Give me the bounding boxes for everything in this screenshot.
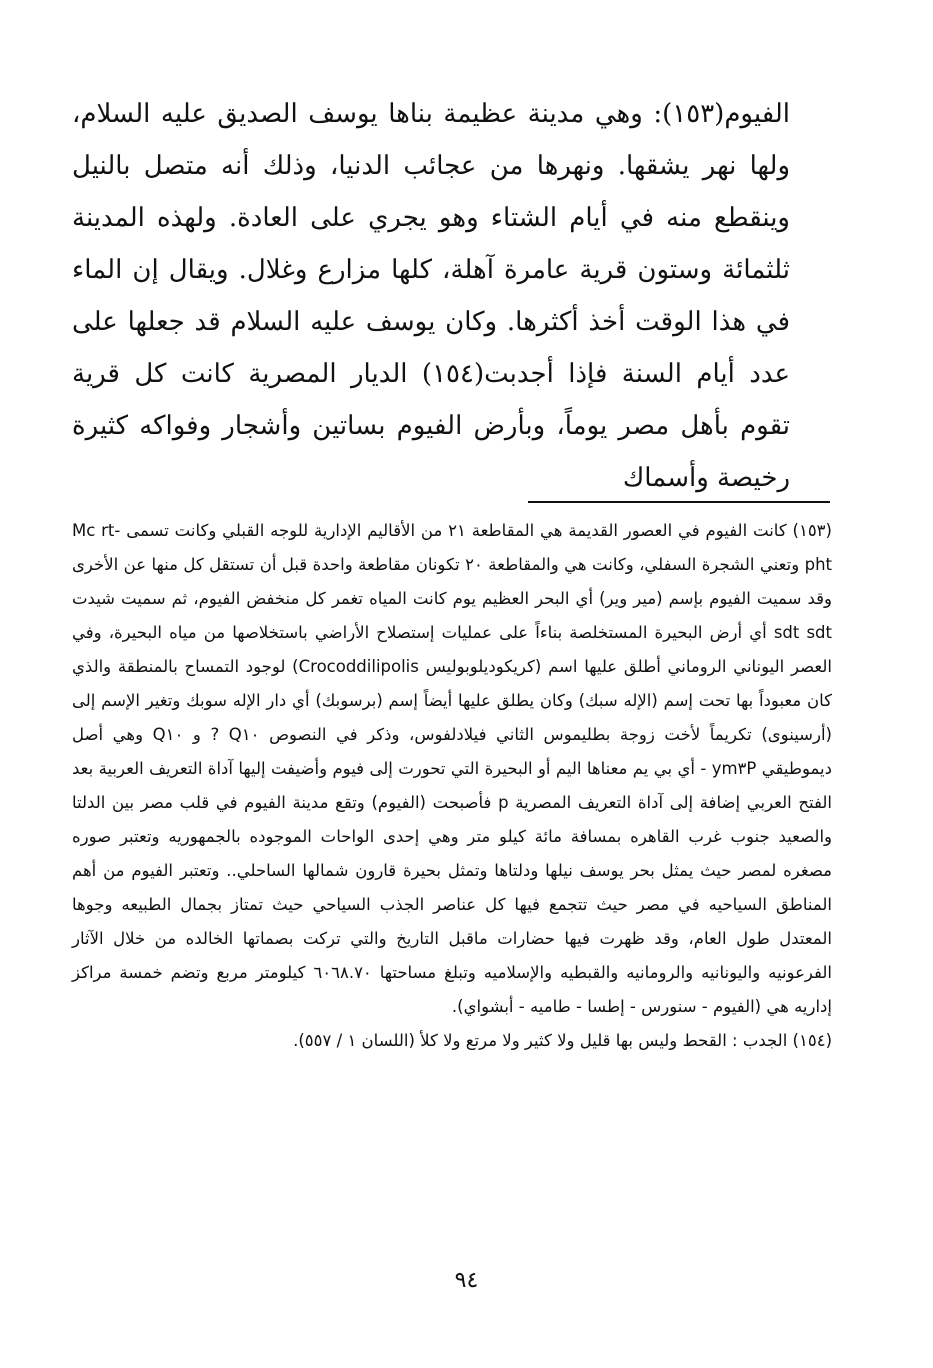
- footnote-153: (١٥٣) كانت الفيوم في العصور القديمة هي المقاطعة ٢١ من الأقاليم الإدارية للوجه القبلي وكانت تسمى Mc rt-pht وتعني الشجرة السفلي، وكانت هي والمقاطعة ٢٠ تكونان مقاطعة واحدة قبل أن تستقل كل منها عن الأخرى وقد سميت الفيوم بإسم (مير وير) أي البحر العظيم يوم كانت المياه تغمر كل منخفض الفيوم، ثم سميت شيدت sdt sdt أي أرض البحيرة المستخلصة بناءاً على عمليات إستصلاح الأراضي باستخلاصها من مياه البحيرة، وفي العصر اليوناني الروماني أطلق عليها اسم (كريكوديلوبوليس Crocoddilipolis) لوجود التمساح بالمنطقة والذي كان معبوداً بها تحت إسم (الإله سبك) وكان يطلق عليها أيضاً إسم (برسوبك) أي دار الإله سوبك وتغير الإسم إلى (أرسينوى) تكريماً لأخت زوجة بطليموس الثاني فيلادلفوس، وذكر في النصوص Q١٠ ? و Q١٠ وهي أصل ديموطيقي ym٣P - أي بي يم معناها اليم أو البحيرة التي تحورت إلى فيوم وأضيفت إليها آداة التعريف العربية بعد الفتح العربي إضافة إلى آداة التعريف المصرية p فأصبحت (الفيوم) وتقع مدينة الفيوم في قلب مصر بين الدلتا والصعيد جنوب غرب القاهره بمسافة مائة كيلو متر وهي إحدى الواحات الموجوده بالجمهوريه وتعتبر صوره مصغره لمصر حيث يمثل بحر يوسف نيلها ودلتاها وتمثل بحيرة قارون شمالها الساحلي.. وتعتبر الفيوم من أهم المناطق السياحيه في مصر حيث تتجمع فيها كل عناصر الجذب السياحي حيث تمتاز بجمال الطبيعه وجوها المعتدل طول العام، وقد ظهرت فيها حضارات ماقبل التاريخ والتي تركت بصماتها الخالده من خلال الآثار الفرعونيه واليونانيه والرومانيه والقبطيه والإسلاميه وتبلغ مساحتها ٦٠٦٨.٧٠ كيلومتر مربع وتضم خمسة مراكز إداريه هي (الفيوم - سنورس - إطسا - طاميه - أبشواي).: [72, 521, 832, 1016]
- footnote-154: (١٥٤) الجدب : القحط وليس بها قليل ولا كثير ولا مرتع ولا كلأ (اللسان ١ / ٥٥٧).: [293, 1031, 832, 1050]
- footnote-separator: [528, 501, 830, 503]
- main-paragraph: الفيوم(١٥٣): وهي مدينة عظيمة بناها يوسف الصديق عليه السلام، ولها نهر يشقها. ونهرها من عجائب الدنيا، وذلك أنه متصل بالنيل وينقطع منه في أيام الشتاء وهو يجري على العادة. ولهذه المدينة ثلثمائة وستون قرية عامرة آهلة، كلها مزارع وغلال. ويقال إن الماء في هذا الوقت أخذ أكثرها. وكان يوسف عليه السلام قد جعلها على عدد أيام السنة فإذا أجدبت(١٥٤) الديار المصرية كانت كل قرية تقوم بأهل مصر يوماً، وبأرض الفيوم بساتين وأشجار وفواكه كثيرة رخيصة وأسماك: [72, 99, 790, 493]
- footnotes-block: [72, 514, 832, 1058]
- page-number: ٩٤: [454, 1268, 479, 1293]
- main-text-block: [72, 88, 790, 504]
